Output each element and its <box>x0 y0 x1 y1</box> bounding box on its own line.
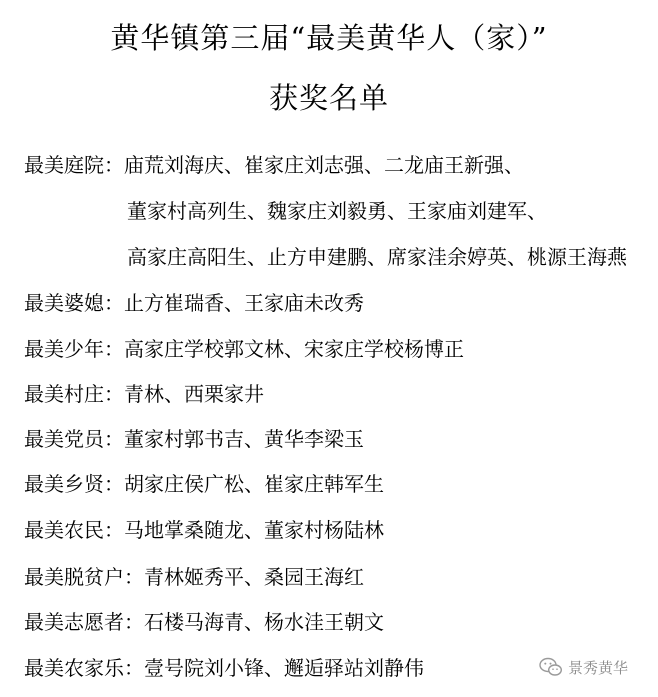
award-row-village <box>24 380 264 408</box>
award-names: 庙荒刘海庆、崔家庄刘志强、二龙庙王新强、 <box>124 153 524 177</box>
award-names: 马地掌桑随龙、董家村杨陆林 <box>124 518 384 542</box>
award-names: 高家庄学校郭文林、宋家庄学校杨博正 <box>124 337 464 361</box>
award-category: 最美志愿者： <box>24 610 144 634</box>
award-category: 最美脱贫户： <box>24 565 144 589</box>
award-row-daughter-in-law <box>24 289 364 317</box>
award-names: 青林姬秀平、桑园王海红 <box>144 565 364 589</box>
award-names-continued: 高家庄高阳生、止方申建鹏、席家洼余婷英、桃源王海燕 <box>127 245 627 269</box>
award-category: 最美农民： <box>24 518 124 542</box>
award-category: 最美庭院： <box>24 153 124 177</box>
award-names: 止方崔瑞香、王家庙未改秀 <box>124 291 364 315</box>
award-row-farmhouse <box>24 654 424 682</box>
award-row-poverty <box>24 563 364 591</box>
award-category: 最美婆媳： <box>24 291 124 315</box>
award-names-continued: 董家村高列生、魏家庄刘毅勇、王家庙刘建军、 <box>127 199 547 223</box>
award-row-farmer <box>24 516 384 544</box>
award-names: 石楼马海青、杨水洼王朝文 <box>144 610 384 634</box>
award-category: 最美党员： <box>24 427 124 451</box>
watermark <box>539 655 628 679</box>
award-category: 最美少年： <box>24 337 124 361</box>
award-row-youth <box>24 335 464 363</box>
title-line-2: 获奖名单 <box>268 81 389 115</box>
award-names: 青林、西栗家井 <box>124 382 264 406</box>
watermark-text: 景秀黄华 <box>568 659 629 677</box>
wechat-icon <box>539 657 563 677</box>
award-category: 最美乡贤： <box>24 472 124 496</box>
award-names: 壹号院刘小锋、邂逅驿站刘静伟 <box>144 656 424 680</box>
award-names: 董家村郭书吉、黄华李梁玉 <box>124 427 364 451</box>
award-row-volunteer <box>24 608 384 636</box>
award-category: 最美农家乐： <box>24 656 144 680</box>
title-line-1: 黄华镇第三届“最美黄华人（家）” <box>110 21 548 55</box>
award-row-courtyard <box>24 151 524 179</box>
award-category: 最美村庄： <box>24 382 124 406</box>
award-row-party-member <box>24 425 364 453</box>
award-row-sage <box>24 470 384 498</box>
award-names: 胡家庄侯广松、崔家庄韩军生 <box>124 472 384 496</box>
